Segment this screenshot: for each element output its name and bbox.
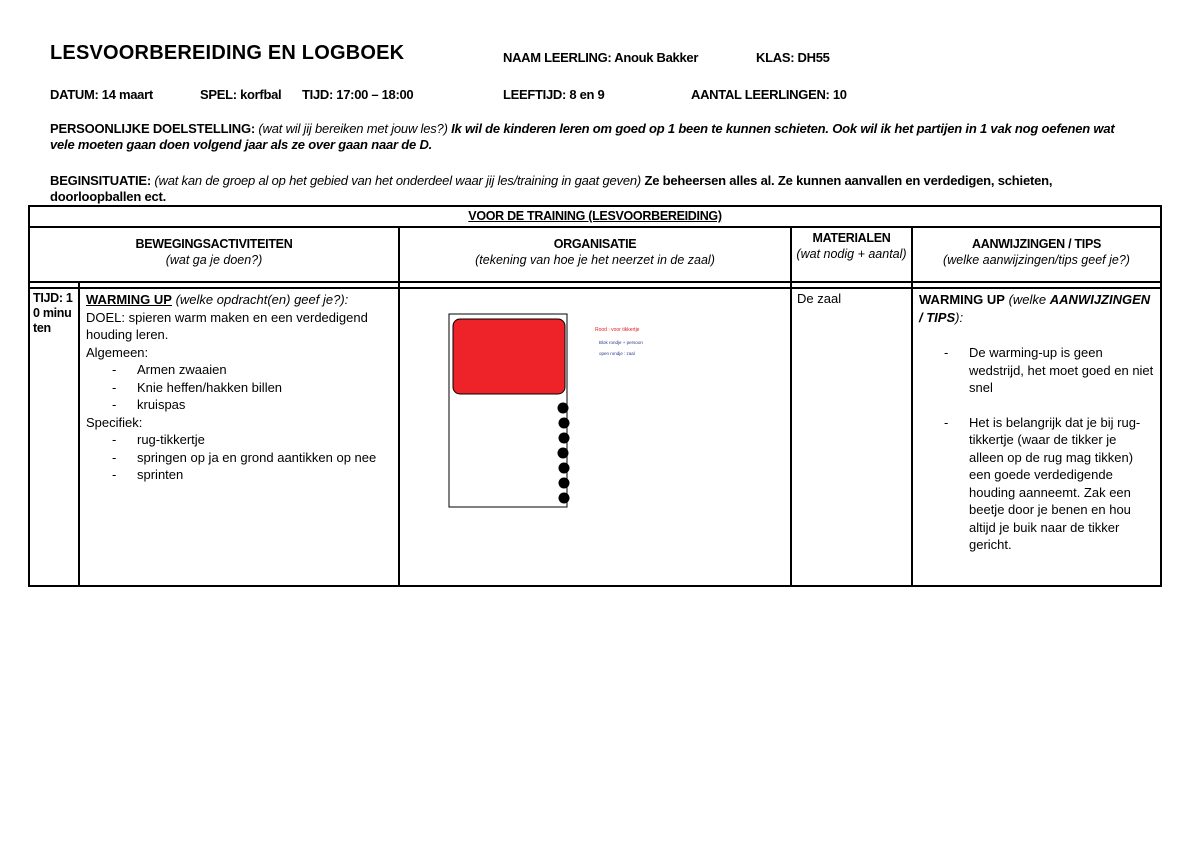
class-label: KLAS: DH55 (756, 50, 830, 65)
tips-hint-b: AANWIJZINGEN / TIPS (919, 292, 1151, 325)
column-title: AANWIJZINGEN / TIPS (971, 237, 1102, 251)
column-header-materials (791, 227, 912, 282)
page-title: LESVOORBEREIDING EN LOGBOEK (50, 42, 405, 64)
tips-heading (919, 291, 1154, 326)
cone (559, 418, 570, 429)
materials-cell: De zaal (791, 288, 912, 586)
column-header-organisation (399, 227, 791, 282)
specific-list (86, 431, 392, 484)
instructions-cell (912, 288, 1161, 586)
legend-open-label: open rondje : zaal (599, 351, 635, 356)
personal-goal-hint: (wat wil jij bereiken met jouw les?) (258, 121, 448, 136)
activity-cell (79, 288, 399, 586)
column-subtitle: (wat ga je doen?) (165, 253, 263, 267)
activity-hint: (welke opdracht(en) geef je?): (175, 292, 349, 307)
organisation-cell (399, 288, 791, 586)
date-label: DATUM: 14 maart (50, 87, 153, 102)
personal-goal-label: PERSOONLIJKE DOELSTELLING: (50, 121, 255, 136)
list-item: - sprinten (86, 466, 392, 484)
tag-zone (453, 319, 565, 394)
general-label: Algemeen: (86, 344, 149, 360)
duration-cell: TIJD: 10 minuten (29, 288, 79, 586)
personal-goal (50, 121, 1130, 153)
activity-heading (86, 291, 392, 309)
time-label: TIJD: 17:00 – 18:00 (302, 87, 414, 102)
list-item: - rug-tikkertje (86, 431, 392, 449)
column-title: ORGANISATIE (553, 237, 637, 251)
list-item: - kruispas (86, 396, 392, 414)
age-label: LEEFTIJD: 8 en 9 (503, 87, 605, 102)
student-count-label: AANTAL LEERLINGEN: 10 (691, 87, 847, 102)
lesson-plan-table (28, 205, 1162, 587)
starting-situation (50, 173, 1130, 205)
list-item: - Knie heffen/hakken billen (86, 379, 392, 397)
cone (559, 478, 570, 489)
tips-list (919, 344, 1154, 554)
cone (559, 463, 570, 474)
section-title: VOOR DE TRAINING (LESVOORBEREIDING) (29, 206, 1161, 227)
cone (559, 493, 570, 504)
column-title: BEWEGINGSACTIVITEITEN (135, 237, 293, 251)
legend-red-label: Rood : voor tikkertje (595, 327, 640, 333)
list-item: - Het is belangrijk dat je bij rug-tikkertje (waar de tikker je alleen op de rug mag tikken) een goede verdedigende houding aanneemt. Zak een beetje door je benen en hou altijd je buik naar de tikker gericht. (919, 414, 1154, 554)
column-header-instructions (912, 227, 1161, 282)
column-title: MATERIALEN (812, 231, 891, 245)
cone (559, 433, 570, 444)
warming-up-heading: WARMING UP (86, 292, 172, 307)
column-subtitle: (wat nodig + aantal) (796, 247, 907, 261)
column-header-activities (29, 227, 399, 282)
general-list (86, 361, 392, 414)
tips-hint-c: ): (955, 309, 964, 325)
tips-hint-a: (welke (1008, 292, 1047, 307)
game-label: SPEL: korfbal (200, 87, 282, 102)
hall-drawing (448, 311, 748, 511)
column-subtitle: (tekening van hoe je het neerzet in de zaal) (475, 253, 715, 267)
specific-label: Specifiek: (86, 414, 143, 430)
table-row (29, 288, 1161, 586)
list-item: - Armen zwaaien (86, 361, 392, 379)
starting-situation-label: BEGINSITUATIE: (50, 173, 151, 188)
activity-goal: DOEL: spieren warm maken en een verdedigend houding leren. (86, 309, 368, 342)
student-name: NAAM LEERLING: Anouk Bakker (503, 50, 699, 65)
cone-column (558, 403, 570, 504)
list-item: - springen op ja en grond aantikken op nee (86, 449, 392, 467)
starting-situation-hint: (wat kan de groep al op het gebied van het onderdeel waar jij les/training in gaat geven) (154, 173, 642, 188)
cone (558, 448, 569, 459)
warming-up-heading: WARMING UP (919, 292, 1005, 307)
list-item: - De warming-up is geen wedstrijd, het moet goed en niet snel (919, 344, 1154, 397)
legend-block-label: Blok rondje + persoon (599, 340, 643, 345)
column-subtitle: (welke aanwijzingen/tips geef je?) (943, 253, 1130, 267)
personal-goal-answer: Ik wil de kinderen leren om goed op 1 been te kunnen schieten. Ook wil ik het partijen in 1 vak nog oefenen wat vele moeten gaan doen volgend jaar als ze over gaan naar de D. (50, 121, 1115, 152)
starting-situation-answer: Ze beheersen alles al. Ze kunnen aanvallen en verdedigen, schieten, doorloopballen ect. (50, 173, 1053, 204)
cone (558, 403, 569, 414)
